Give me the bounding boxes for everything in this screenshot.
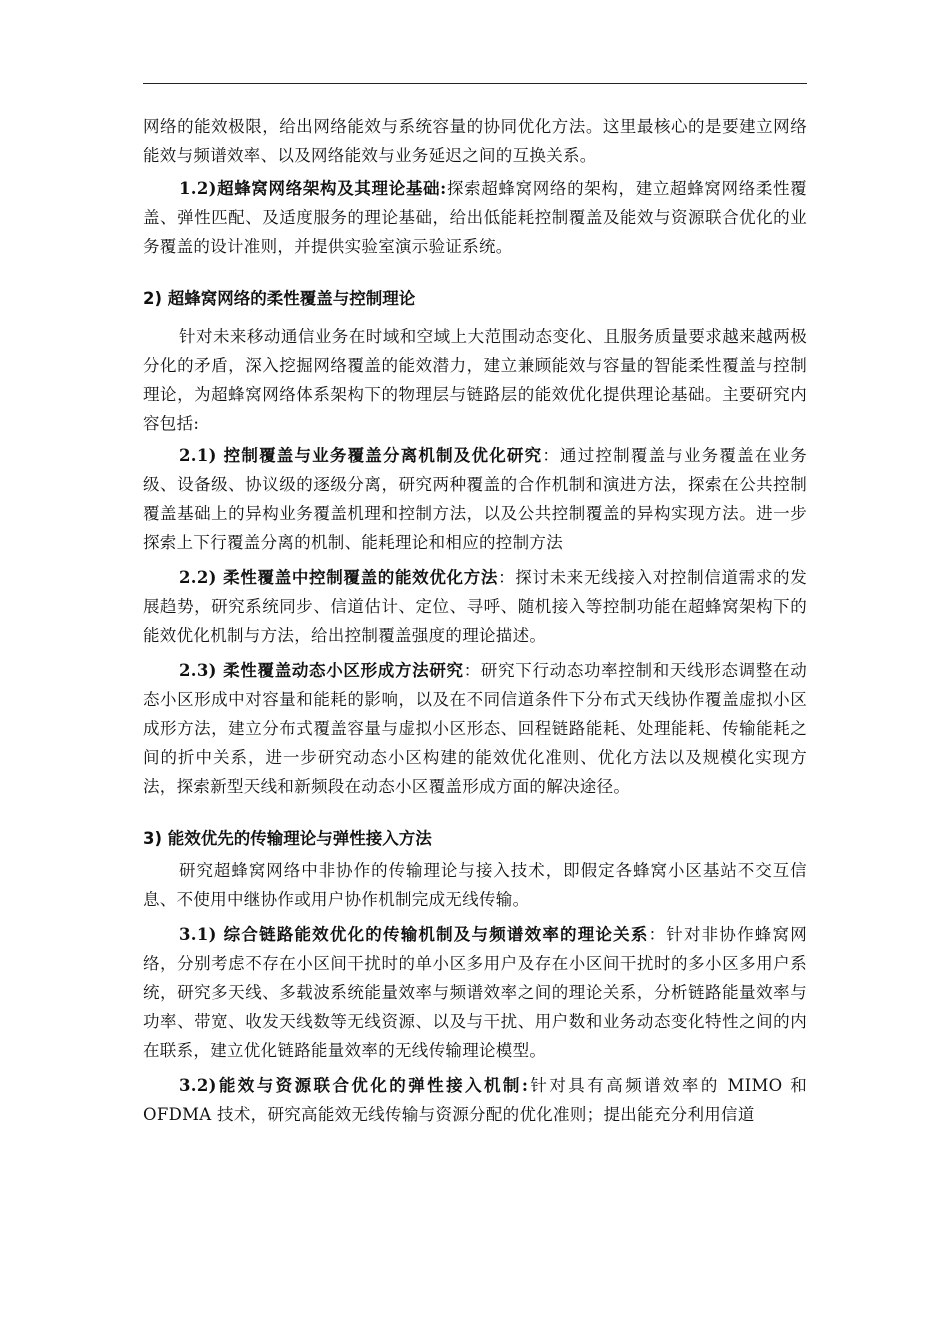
paragraph-1-2-body: 探索超蜂窝网络的架构，建立超蜂窝网络柔性覆盖、弹性匹配、及适度服务的理论基础，给出低能耗控制覆盖及能效与资源联合优化的业务覆盖的设计准则，并提供实验室演示验证系统。 <box>143 179 807 256</box>
paragraph-3-1-title: 3.1) 综合链路能效优化的传输机制及与频谱效率的理论关系 <box>179 925 649 944</box>
paragraph-3-2-body: 针对具有高频谱效率的 MIMO 和 OFDMA 技术，研究高能效无线传输与资源分配的优化准则；提出能充分利用信道 <box>143 1076 807 1124</box>
paragraph-2-3-title: 2.3) 柔性覆盖动态小区形成方法研究 <box>179 661 464 680</box>
paragraph-3-2-title: 3.2)能效与资源联合优化的弹性接入机制: <box>179 1076 529 1095</box>
paragraph-1-2 <box>143 174 807 261</box>
paragraph-2-3-body: ：研究下行动态功率控制和天线形态调整在动态小区形成中对容量和能耗的影响，以及在不同信道条件下分布式天线协作覆盖虚拟小区成形方法，建立分布式覆盖容量与虚拟小区形态、回程链路能耗、处理能耗、传输能耗之间的折中关系，进一步研究动态小区构建的能效优化准则、优化方法以及规模化实现方法，探索新型天线和新频段在动态小区覆盖形成方面的解决途径。 <box>143 661 808 796</box>
paragraph-2-3 <box>143 656 807 801</box>
header-rule <box>143 83 807 84</box>
paragraph-2-1 <box>143 441 807 557</box>
paragraph-2-2-body: ：探讨未来无线接入对控制信道需求的发展趋势，研究系统同步、信道估计、定位、寻呼、随机接入等控制功能在超蜂窝架构下的能效优化机制与方法，给出控制覆盖强度的理论描述。 <box>143 568 807 645</box>
section-heading-3: 3) 能效优先的传输理论与弹性接入方法 <box>143 829 432 848</box>
paragraph-2-2 <box>143 563 807 650</box>
paragraph-3-intro: 研究超蜂窝网络中非协作的传输理论与接入技术，即假定各蜂窝小区基站不交互信息、不使用中继协作或用户协作机制完成无线传输。 <box>143 861 807 909</box>
paragraph-3-1 <box>143 920 807 1065</box>
section-heading-2: 2) 超蜂窝网络的柔性覆盖与控制理论 <box>143 289 416 308</box>
paragraph-2-1-body: ：通过控制覆盖与业务覆盖在业务级、设备级、协议级的逐级分离，研究两种覆盖的合作机制和演进方法，探索在公共控制覆盖基础上的异构业务覆盖机理和控制方法，以及公共控制覆盖的异构实现方法。进一步探索上下行覆盖分离的机制、能耗理论和相应的控制方法 <box>143 446 807 552</box>
paragraph-1-2-title: 1.2)超蜂窝网络架构及其理论基础: <box>179 179 447 198</box>
paragraph-intro: 网络的能效极限，给出网络能效与系统容量的协同优化方法。这里最核心的是要建立网络能效与频谱效率、以及网络能效与业务延迟之间的互换关系。 <box>143 117 807 165</box>
document-body <box>143 112 807 1129</box>
paragraph-3-1-body: ：针对非协作蜂窝网络，分别考虑不存在小区间干扰时的单小区多用户及存在小区间干扰时的多小区多用户系统，研究多天线、多载波系统能量效率与频谱效率之间的理论关系，分析链路能量效率与功率、带宽、收发天线数等无线资源、以及与干扰、用户数和业务动态变化特性之间的内在联系，建立优化链路能量效率的无线传输理论模型。 <box>143 925 807 1060</box>
paragraph-2-2-title: 2.2) 柔性覆盖中控制覆盖的能效优化方法 <box>179 568 499 587</box>
paragraph-2-1-title: 2.1) 控制覆盖与业务覆盖分离机制及优化研究 <box>179 446 543 465</box>
paragraph-3-2 <box>143 1071 807 1129</box>
paragraph-2-intro: 针对未来移动通信业务在时域和空域上大范围动态变化、且服务质量要求越来越两极分化的矛盾，深入挖掘网络覆盖的能效潜力，建立兼顾能效与容量的智能柔性覆盖与控制理论，为超蜂窝网络体系架构下的物理层与链路层的能效优化提供理论基础。主要研究内容包括: <box>143 327 807 433</box>
